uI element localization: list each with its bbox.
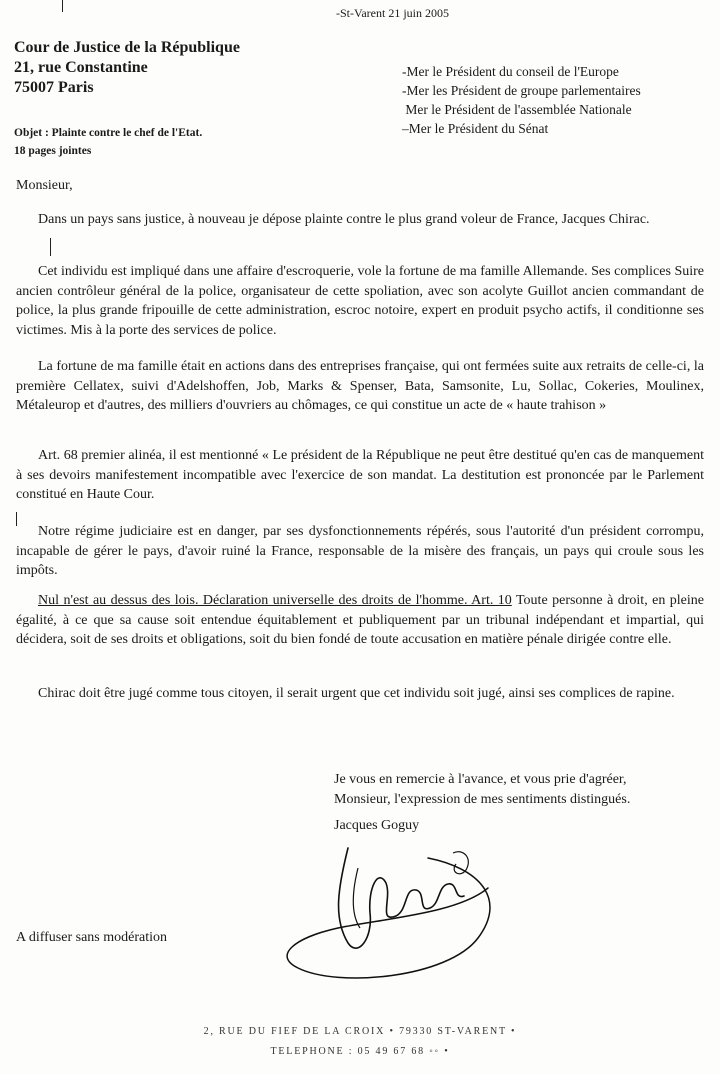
sender-street: 21, rue Constantine (14, 59, 148, 76)
salutation: Monsieur, (16, 178, 73, 193)
recipient-line: -Mer les Président de groupe parlementaires (402, 83, 641, 98)
sender-block (14, 38, 240, 98)
recipient-line: -Mer le Président du conseil de l'Europe (402, 64, 619, 79)
attached-pages: 18 pages jointes (14, 145, 92, 157)
paragraph-3: La fortune de ma famille était en actions dans des entreprises française, qui ont fermées suite aux retraits de celle-ci, la première Cellatex, suivi d'Adelshoffen, Job, Marks & Spenser, Bata, Samsonite, Lu, Sollac, Cokeries, Moulinex, Métaleurop et d'autres, des milliers d'ouvriers au chômages, ce qui constitue un acte de « haute trahison » (16, 359, 704, 413)
scan-mark (50, 238, 51, 256)
paragraph-4: Art. 68 premier alinéa, il est mentionné « Le président de la République ne peut être destitué qu'en cas de manquement à ses devoirs manifestement incompatible avec l'exercice de son mandat. La destitution est prononcée par le Parlement constitué en Haute Cour. (16, 448, 704, 502)
closing-line-1: Je vous en remercie à l'avance, et vous prie d'agréer, (334, 772, 627, 787)
paragraph-7: Chirac doit être jugé comme tous citoyen, il serait urgent que cet individu soit jugé, ainsi ses complices de rapine. (38, 686, 675, 701)
paragraph-2: Cet individu est impliqué dans une affaire d'escroquerie, vole la fortune de ma famille Allemande. Ses complices Suire ancien contrôleur général de la police, organisateur de cette spoliation, avec son acolyte Guillot ancien commandant de police, la plus grande fripouille de cette administration, escroc notoire, expert en produit psycho actifs, il conditionne ses victimes. Mis à la porte des services de police. (16, 264, 704, 338)
recipient-line: –Mer le Président du Sénat (402, 121, 549, 136)
declaration-reference: Nul n'est au dessus des lois. Déclaration universelle des droits de l'homme. Art. 10 (38, 593, 512, 608)
declaration-text: Toute personne à droit, en pleine égalité, à ce que sa cause soit entendue équitablement et publiquement par un tribunal indépendant et impartial, qui décidera, soit de ses droits et obligations, soit du bien fondé de toute accusation en matière pénale dirigée contre elle. (16, 593, 705, 647)
closing-line-2: Monsieur, l'expression de mes sentiments distingués. (334, 792, 631, 807)
scan-mark (16, 512, 17, 526)
subject-block (14, 124, 202, 160)
signatory-name: Jacques Goguy (334, 818, 420, 833)
paragraph-5: Notre régime judiciaire est en danger, par ses dysfonctionnements répérés, sous l'autorité d'un président corrompu, incapable de gérer le pays, d'avoir ruiné la France, responsable de la misère des français, un pays qui croule sous les impôts. (16, 524, 704, 578)
distribution-note: A diffuser sans modération (16, 930, 167, 945)
sender-name: Cour de Justice de la République (14, 39, 240, 56)
scan-mark (62, 0, 63, 12)
handwritten-signature-icon (278, 828, 508, 988)
sender-city: 75007 Paris (14, 79, 94, 96)
letterhead-footer (0, 1022, 720, 1062)
footer-phone: TELEPHONE : 05 49 67 68 ◦◦ • (270, 1046, 450, 1057)
recipients-list (402, 62, 641, 138)
date-line: -St-Varent 21 juin 2005 (336, 6, 449, 20)
paragraph-6 (16, 591, 704, 650)
recipient-line: Mer le Président de l'assemblée Nationale (402, 102, 632, 117)
closing-block (334, 770, 630, 836)
footer-address: 2, RUE DU FIEF DE LA CROIX • 79330 ST-VARENT • (203, 1026, 517, 1037)
paragraph-1: Dans un pays sans justice, à nouveau je dépose plainte contre le plus grand voleur de France, Jacques Chirac. (38, 212, 650, 227)
subject-line: Objet : Plainte contre le chef de l'Etat. (14, 127, 203, 139)
